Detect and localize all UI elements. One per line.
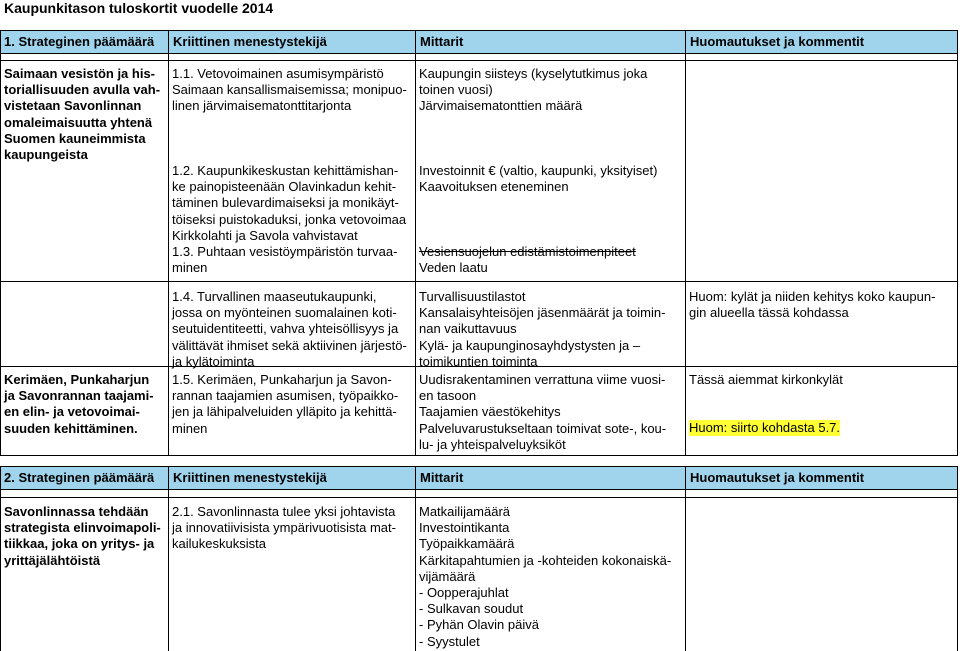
measure-line: vijämäärä [419,568,476,584]
measure-line: - Pyhän Olavin päivä [419,617,539,633]
measure-line-struck: Vesiensuojelun edistämistoimenpiteet [419,244,636,259]
note-line: gin alueella tässä kohdassa [689,305,849,321]
grid-line [0,60,958,61]
factor-line: jossa on myönteinen suomalainen koti- [172,305,397,321]
measure-line: - Oopperajuhlat [419,585,509,601]
grid-line [415,466,416,651]
factor-1-1 [172,66,407,115]
goal-line: toriallisuuden avulla vah- [4,82,161,98]
goal-line: Saimaan vesistön ja his- [4,66,156,81]
grid-line [957,466,958,651]
factor-line: 1.1. Vetovoimainen asumisympäristö [172,66,384,81]
factor-line: 1.2. Kaupunkikeskustan kehittämishan- [172,163,399,178]
factor-line: töiseksi puistokaduksi, jonka vetovoimaa [172,211,407,227]
measure-line: Turvallisuustilastot [419,289,526,304]
goal-line: en elin- ja vetovoimai- [4,404,140,420]
grid-line [685,466,686,651]
section1-goal-b [4,372,154,437]
section1-goal-header: 1. Strateginen päämäärä [4,34,155,49]
factor-line: kailukeskuksista [172,536,266,552]
factor-1-3 [172,244,397,276]
grid-line [0,466,958,467]
measures-1-5 [419,372,666,453]
goal-line: Suomen kauneimmista [4,130,146,146]
measure-line: Matkailijamäärä [419,504,511,519]
measure-line: Järvimaisematonttien määrä [419,98,583,114]
factor-line: 1.5. Kerimäen, Punkaharjun ja Savon- [172,372,392,387]
factor-1-2 [172,163,406,244]
factor-line: 1.3. Puhtaan vesistöympäristön turvaa- [172,244,398,259]
notes-1-4 [689,289,935,321]
measure-line: Kansalaisyhteisöjen jäsenmäärät ja toimin- [419,305,666,321]
section2-goal-header: 2. Strateginen päämäärä [4,470,155,485]
note-1-5-a: Tässä aiemmat kirkonkylät [689,372,843,387]
document-title: Kaupunkitason tuloskortit vuodelle 2014 [4,0,274,16]
note-line: Huom: kylät ja niiden kehitys koko kaupun- [689,289,936,304]
measures-1-2 [419,163,657,195]
grid-line [0,455,958,456]
measure-line: Kaupungin siisteys (kyselytutkimus joka [419,66,648,81]
grid-line [0,497,958,498]
measure-line: en tasoon [419,388,477,404]
goal-line: vistetaan Savonlinnan [4,98,142,114]
goal-line: ja Savonrannan taajami- [4,388,154,404]
section1-factors-header: Kriittinen menestystekijä [173,34,327,49]
measure-line: toimikuntien toiminta [419,353,538,369]
factor-line: ja kylätoiminta [172,353,255,369]
grid-line [0,30,958,31]
section2-measures-header: Mittarit [420,470,464,485]
measure-line: Investoinnit € (valtio, kaupunki, yksityiset) [419,163,658,178]
factor-line: rannan taajamien asumisen, työpaikko- [172,388,399,404]
measure-line: Kylä- ja kaupunginosayhdystysten ja – [419,337,641,353]
goal-line: kaupungeista [4,147,88,163]
measure-line: Veden laatu [419,260,488,276]
measure-line: Kärkitapahtumien ja -kohteiden kokonaiskä- [419,552,672,568]
section1-notes-header: Huomautukset ja kommentit [690,34,865,49]
grid-line [168,30,169,456]
measure-line: Kaavoituksen eteneminen [419,179,569,195]
factor-line: seutuidentiteetti, vahva yhteisöllisyys ja [172,321,399,337]
note-1-5-b-highlighted: Huom: siirto kohdasta 5.7. [689,420,841,435]
measure-line: - Syystulet [419,633,480,649]
section2-notes-header: Huomautukset ja kommentit [690,470,865,485]
factor-line: Saimaan kansallismaisemissa; monipuo- [172,82,407,98]
factor-line: välittävät ihmiset sekä aktiivinen järjestö- [172,337,407,353]
factor-line: täminen bulevardimaiseksi ja monikäyt- [172,195,399,211]
factor-1-4 [172,289,407,370]
measures-1-1 [419,66,647,115]
section1-measures-header: Mittarit [420,34,464,49]
factor-line: ke painopisteenään Olavinkadun kehit- [172,179,397,195]
factor-line: minen [172,420,208,436]
section2-factors-header: Kriittinen menestystekijä [173,470,327,485]
grid-line [957,30,958,456]
measures-2-1 [419,504,671,650]
section1-goal-a [4,66,160,163]
factor-line: 1.4. Turvallinen maaseutukaupunki, [172,289,377,304]
measure-line: Palveluvarustukseltaan toimivat sote-, kou- [419,420,667,436]
measure-line: Työpaikkamäärä [419,536,515,552]
factor-line: ja innovatiivisista ympärivuotisista mat- [172,520,396,536]
section2-goal [4,504,161,569]
factor-line: 2.1. Savonlinnasta tulee yksi johtavista [172,504,396,519]
factor-line: Kirkkolahti ja Savola vahvistavat [172,227,358,243]
goal-line: suuden kehittäminen. [4,420,138,436]
measure-line: Uudisrakentaminen verrattuna viime vuosi- [419,372,666,387]
grid-line [0,53,958,54]
grid-line [168,466,169,651]
grid-line [415,30,416,456]
goal-line: omaleimaisuutta yhtenä [4,114,153,130]
measures-1-3 [419,244,636,276]
measure-line: toinen vuosi) [419,82,493,98]
factor-line: jen ja lähipalveluiden ylläpito ja kehittä- [172,404,397,420]
grid-line [0,30,1,456]
factor-2-1 [172,504,396,553]
goal-line: Kerimäen, Punkaharjun [4,372,150,387]
goal-line: yrittäjälähtöistä [4,552,101,568]
measure-line: nan vaikuttavuus [419,321,517,337]
grid-line [0,466,1,651]
measures-1-4 [419,289,665,370]
goal-line: tiikkaa, joka on yritys- ja [4,536,155,552]
goal-line: strategista elinvoimapoli- [4,520,161,536]
factor-line: minen [172,260,208,276]
grid-line [0,489,958,490]
goal-line: Savonlinnassa tehdään [4,504,149,519]
measure-line: lu- ja yhteispalveluyksiköt [419,436,566,452]
factor-1-5 [172,372,398,437]
factor-line: linen järvimaisematonttitarjonta [172,98,352,114]
grid-line [0,281,958,282]
measure-line: Investointikanta [419,520,510,536]
measure-line: - Sulkavan soudut [419,601,524,617]
measure-line: Taajamien väestökehitys [419,404,561,420]
grid-line [685,30,686,456]
